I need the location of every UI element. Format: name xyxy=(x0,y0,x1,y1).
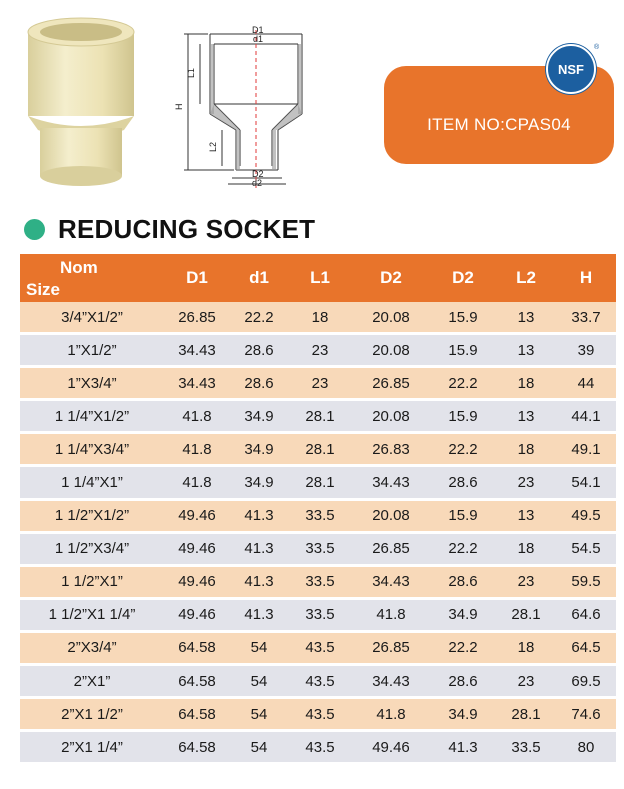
header-nom: Nom xyxy=(60,258,98,277)
value-cell: 23 xyxy=(496,565,556,598)
value-cell: 49.46 xyxy=(164,499,230,532)
value-cell: 28.1 xyxy=(288,466,352,499)
value-cell: 34.43 xyxy=(352,665,430,698)
value-cell: 54 xyxy=(230,731,288,764)
value-cell: 34.43 xyxy=(352,565,430,598)
value-cell: 34.9 xyxy=(230,400,288,433)
value-cell: 41.8 xyxy=(352,698,430,731)
product-photo xyxy=(22,14,140,189)
value-cell: 20.08 xyxy=(352,499,430,532)
value-cell: 28.6 xyxy=(230,334,288,367)
value-cell: 34.43 xyxy=(164,367,230,400)
size-cell: 1 1/4”X3/4” xyxy=(20,433,164,466)
value-cell: 49.46 xyxy=(352,731,430,764)
value-cell: 44.1 xyxy=(556,400,616,433)
value-cell: 41.3 xyxy=(230,598,288,631)
value-cell: 43.5 xyxy=(288,665,352,698)
value-cell: 20.08 xyxy=(352,400,430,433)
value-cell: 49.46 xyxy=(164,565,230,598)
value-cell: 41.8 xyxy=(164,433,230,466)
value-cell: 64.58 xyxy=(164,731,230,764)
page-title: REDUCING SOCKET xyxy=(58,214,316,244)
value-cell: 41.3 xyxy=(430,731,496,764)
value-cell: 22.2 xyxy=(230,302,288,334)
value-cell: 26.85 xyxy=(352,367,430,400)
value-cell: 49.5 xyxy=(556,499,616,532)
value-cell: 26.83 xyxy=(352,433,430,466)
value-cell: 44 xyxy=(556,367,616,400)
table-header-row xyxy=(20,254,616,302)
header-nom-size xyxy=(20,254,164,302)
nsf-trademark: ® xyxy=(594,44,600,51)
nsf-logo: NSF xyxy=(546,44,596,94)
title-bullet-icon xyxy=(24,219,45,240)
value-cell: 33.5 xyxy=(288,532,352,565)
value-cell: 34.9 xyxy=(430,598,496,631)
table-row xyxy=(20,400,616,433)
value-cell: 33.7 xyxy=(556,302,616,334)
value-cell: 26.85 xyxy=(164,302,230,334)
size-cell: 2”X3/4” xyxy=(20,631,164,664)
value-cell: 49.1 xyxy=(556,433,616,466)
value-cell: 34.43 xyxy=(164,334,230,367)
value-cell: 64.5 xyxy=(556,631,616,664)
value-cell: 64.58 xyxy=(164,665,230,698)
header-cell: L2 xyxy=(496,254,556,302)
size-cell: 1”X1/2” xyxy=(20,334,164,367)
table-row xyxy=(20,565,616,598)
value-cell: 54.5 xyxy=(556,532,616,565)
technical-drawing xyxy=(166,26,316,191)
item-number: ITEM NO:CPAS04 xyxy=(427,115,571,134)
value-cell: 18 xyxy=(496,367,556,400)
value-cell: 74.6 xyxy=(556,698,616,731)
value-cell: 13 xyxy=(496,334,556,367)
size-cell: 1 1/2”X1” xyxy=(20,565,164,598)
value-cell: 23 xyxy=(288,367,352,400)
value-cell: 15.9 xyxy=(430,400,496,433)
size-cell: 1 1/2”X3/4” xyxy=(20,532,164,565)
size-cell: 1 1/4”X1” xyxy=(20,466,164,499)
specs-table xyxy=(20,254,616,765)
label-D2: D2 xyxy=(252,169,264,179)
header-cell: D2 xyxy=(430,254,496,302)
header-cell: H xyxy=(556,254,616,302)
table-row xyxy=(20,367,616,400)
value-cell: 28.1 xyxy=(288,400,352,433)
table-row xyxy=(20,631,616,664)
value-cell: 22.2 xyxy=(430,367,496,400)
value-cell: 34.43 xyxy=(352,466,430,499)
size-cell: 2”X1 1/4” xyxy=(20,731,164,764)
value-cell: 15.9 xyxy=(430,302,496,334)
value-cell: 33.5 xyxy=(288,499,352,532)
value-cell: 15.9 xyxy=(430,499,496,532)
value-cell: 34.9 xyxy=(230,466,288,499)
value-cell: 49.46 xyxy=(164,532,230,565)
table-row xyxy=(20,499,616,532)
value-cell: 33.5 xyxy=(496,731,556,764)
value-cell: 18 xyxy=(496,532,556,565)
table-row xyxy=(20,698,616,731)
value-cell: 13 xyxy=(496,400,556,433)
value-cell: 22.2 xyxy=(430,433,496,466)
value-cell: 41.8 xyxy=(352,598,430,631)
value-cell: 18 xyxy=(496,631,556,664)
value-cell: 41.3 xyxy=(230,565,288,598)
label-d2: d2 xyxy=(252,178,263,188)
value-cell: 43.5 xyxy=(288,698,352,731)
value-cell: 54 xyxy=(230,631,288,664)
size-cell: 2”X1” xyxy=(20,665,164,698)
value-cell: 34.9 xyxy=(430,698,496,731)
value-cell: 41.3 xyxy=(230,499,288,532)
value-cell: 13 xyxy=(496,302,556,334)
value-cell: 18 xyxy=(288,302,352,334)
size-cell: 1 1/4”X1/2” xyxy=(20,400,164,433)
label-D1: D1 xyxy=(252,26,264,35)
header-cell: d1 xyxy=(230,254,288,302)
value-cell: 49.46 xyxy=(164,598,230,631)
value-cell: 13 xyxy=(496,499,556,532)
value-cell: 23 xyxy=(496,665,556,698)
table-row xyxy=(20,433,616,466)
value-cell: 26.85 xyxy=(352,631,430,664)
size-cell: 2”X1 1/2” xyxy=(20,698,164,731)
size-cell: 1 1/2”X1/2” xyxy=(20,499,164,532)
value-cell: 33.5 xyxy=(288,598,352,631)
table-row xyxy=(20,731,616,764)
table-row xyxy=(20,334,616,367)
value-cell: 28.1 xyxy=(496,598,556,631)
header-cell: D2 xyxy=(352,254,430,302)
value-cell: 43.5 xyxy=(288,631,352,664)
value-cell: 41.8 xyxy=(164,400,230,433)
value-cell: 23 xyxy=(496,466,556,499)
value-cell: 64.58 xyxy=(164,698,230,731)
value-cell: 20.08 xyxy=(352,302,430,334)
label-L2: L2 xyxy=(208,141,218,152)
value-cell: 18 xyxy=(496,433,556,466)
value-cell: 15.9 xyxy=(430,334,496,367)
value-cell: 28.6 xyxy=(430,565,496,598)
value-cell: 54.1 xyxy=(556,466,616,499)
value-cell: 59.5 xyxy=(556,565,616,598)
value-cell: 23 xyxy=(288,334,352,367)
header-cell: D1 xyxy=(164,254,230,302)
value-cell: 41.3 xyxy=(230,532,288,565)
header-size: Size xyxy=(26,280,61,299)
value-cell: 22.2 xyxy=(430,532,496,565)
table-row xyxy=(20,302,616,334)
size-cell: 1 1/2”X1 1/4” xyxy=(20,598,164,631)
size-cell: 3/4”X1/2” xyxy=(20,302,164,334)
value-cell: 54 xyxy=(230,665,288,698)
label-H: H xyxy=(174,103,184,110)
value-cell: 28.6 xyxy=(430,665,496,698)
table-row xyxy=(20,665,616,698)
value-cell: 43.5 xyxy=(288,731,352,764)
value-cell: 34.9 xyxy=(230,433,288,466)
size-cell: 1”X3/4” xyxy=(20,367,164,400)
value-cell: 22.2 xyxy=(430,631,496,664)
value-cell: 20.08 xyxy=(352,334,430,367)
value-cell: 64.6 xyxy=(556,598,616,631)
value-cell: 80 xyxy=(556,731,616,764)
value-cell: 28.6 xyxy=(230,367,288,400)
header-cell: L1 xyxy=(288,254,352,302)
value-cell: 26.85 xyxy=(352,532,430,565)
value-cell: 69.5 xyxy=(556,665,616,698)
value-cell: 41.8 xyxy=(164,466,230,499)
table-row xyxy=(20,598,616,631)
label-L1: L1 xyxy=(186,67,196,78)
value-cell: 33.5 xyxy=(288,565,352,598)
value-cell: 54 xyxy=(230,698,288,731)
value-cell: 64.58 xyxy=(164,631,230,664)
value-cell: 28.6 xyxy=(430,466,496,499)
label-d1: d1 xyxy=(253,34,264,44)
table-row xyxy=(20,532,616,565)
table-row xyxy=(20,466,616,499)
value-cell: 28.1 xyxy=(288,433,352,466)
value-cell: 39 xyxy=(556,334,616,367)
value-cell: 28.1 xyxy=(496,698,556,731)
